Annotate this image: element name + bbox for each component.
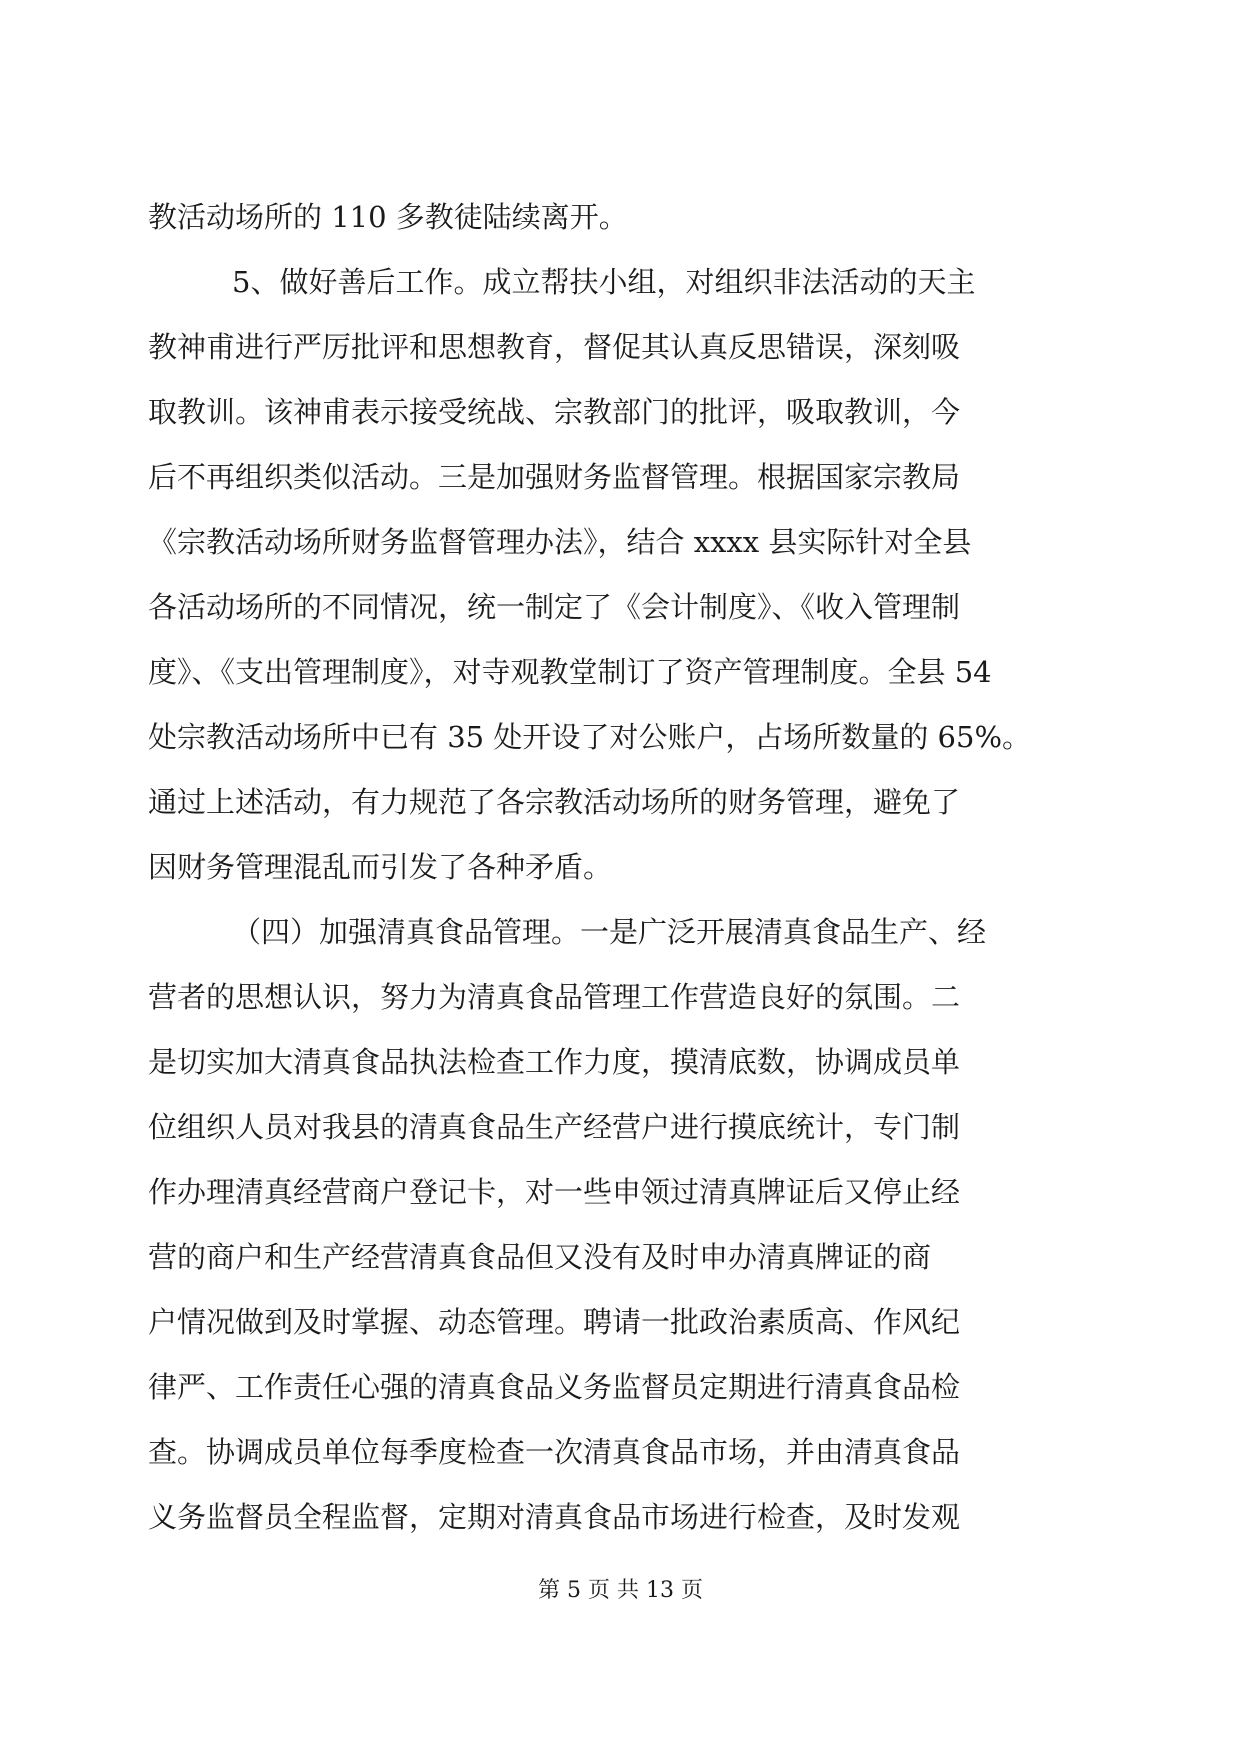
text-line: 位组织人员对我县的清真食品生产经营户进行摸底统计，专门制 bbox=[148, 1110, 961, 1144]
text-line: 户情况做到及时掌握、动态管理。聘请一批政治素质高、作风纪 bbox=[148, 1305, 961, 1339]
text-line: 取教训。该神甫表示接受统战、宗教部门的批评，吸取教训，今 bbox=[148, 395, 961, 429]
text-line: 查。协调成员单位每季度检查一次清真食品市场，并由清真食品 bbox=[148, 1435, 961, 1469]
text-line: 处宗教活动场所中已有 35 处开设了对公账户，占场所数量的 65%。 bbox=[148, 720, 1032, 754]
text-line: 《宗教活动场所财务监督管理办法》，结合 xxxx 县实际针对全县 bbox=[148, 525, 972, 559]
text-line: 是切实加大清真食品执法检查工作力度，摸清底数，协调成员单 bbox=[148, 1045, 961, 1079]
text-line: 各活动场所的不同情况，统一制定了《会计制度》、《收入管理制 bbox=[148, 590, 961, 624]
text-line: 通过上述活动，有力规范了各宗教活动场所的财务管理，避免了 bbox=[148, 785, 961, 819]
text-line: （四）加强清真食品管理。一是广泛开展清真食品生产、经 bbox=[232, 915, 987, 949]
text-line: 后不再组织类似活动。三是加强财务监督管理。根据国家宗教局 bbox=[148, 460, 961, 494]
text-line: 义务监督员全程监督，定期对清真食品市场进行检查，及时发观 bbox=[148, 1500, 961, 1534]
text-line: 营者的思想认识，努力为清真食品管理工作营造良好的氛围。二 bbox=[148, 980, 961, 1014]
text-line: 作办理清真经营商户登记卡，对一些申领过清真牌证后又停止经 bbox=[148, 1175, 961, 1209]
text-line: 律严、工作责任心强的清真食品义务监督员定期进行清真食品检 bbox=[148, 1370, 961, 1404]
text-line: 5、做好善后工作。成立帮扶小组，对组织非法活动的天主 bbox=[232, 265, 976, 299]
text-line: 度》、《支出管理制度》，对寺观教堂制订了资产管理制度。全县 54 bbox=[148, 655, 992, 689]
text-line: 营的商户和生产经营清真食品但又没有及时申办清真牌证的商 bbox=[148, 1240, 932, 1274]
page-footer: 第 5 页 共 13 页 bbox=[538, 1578, 703, 1603]
text-line: 教神甫进行严厉批评和思想教育，督促其认真反思错误，深刻吸 bbox=[148, 330, 961, 364]
text-line: 因财务管理混乱而引发了各种矛盾。 bbox=[148, 850, 613, 884]
text-line: 教活动场所的 110 多教徒陆续离开。 bbox=[148, 200, 628, 234]
